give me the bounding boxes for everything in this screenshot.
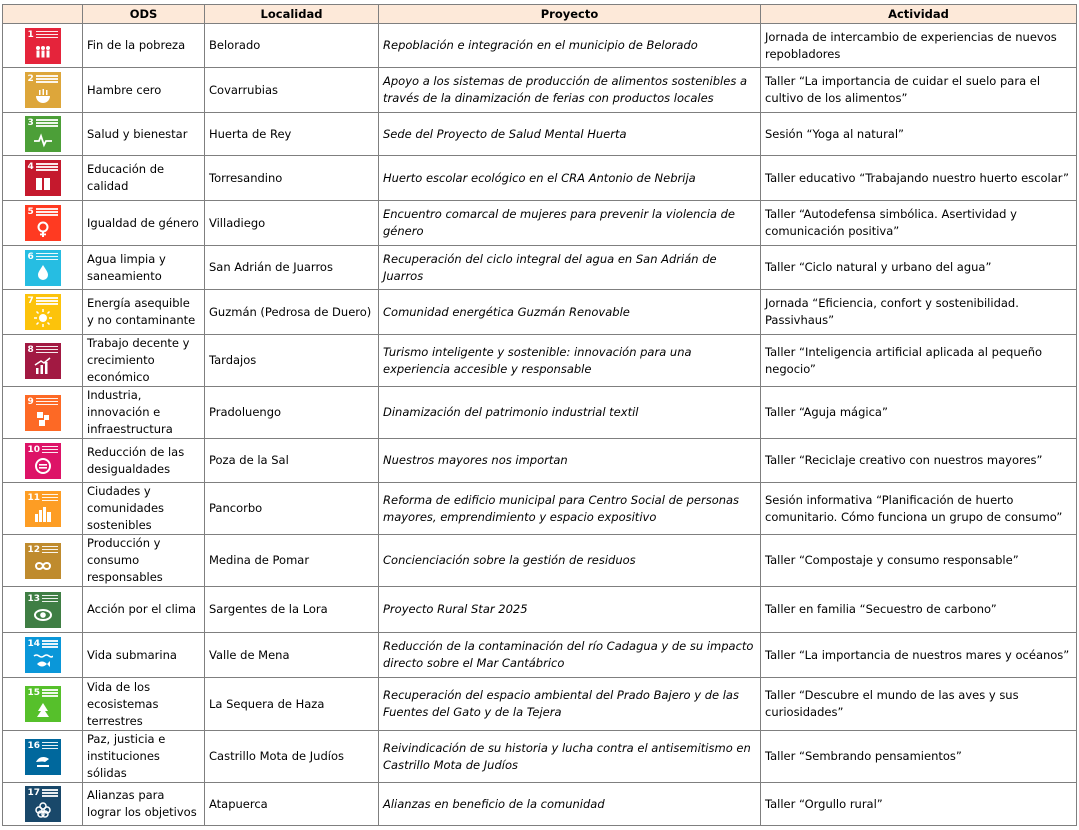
ods-name: Fin de la pobreza (83, 24, 205, 68)
ods-name: Energía asequible y no contaminante (83, 290, 205, 335)
sdg-8-decent-work-icon (25, 343, 61, 379)
actividad: Taller “Aguja mágica” (761, 387, 1077, 439)
sdg-16-peace-justice-icon (25, 739, 61, 775)
ods-name: Reducción de las desigualdades (83, 439, 205, 483)
localidad: Huerta de Rey (205, 113, 379, 156)
ods-name: Educación de calidad (83, 156, 205, 201)
proyecto: Reducción de la contaminación del río Cadagua y de su impacto directo sobre el Mar Cantábrico (379, 633, 761, 678)
ods-name: Trabajo decente y crecimiento económico (83, 335, 205, 387)
localidad: La Sequera de Haza (205, 678, 379, 731)
table-row (3, 246, 1077, 290)
ods-icon-cell (3, 731, 83, 783)
ods-icon-cell (3, 156, 83, 201)
localidad: Villadiego (205, 201, 379, 246)
table-row (3, 113, 1077, 156)
actividad: Taller “Sembrando pensamientos” (761, 731, 1077, 783)
table-row (3, 24, 1077, 68)
sdg-5-gender-equality-icon (25, 205, 61, 241)
sdg-number: 7 (27, 296, 34, 306)
sdg-pictogram (28, 699, 58, 720)
localidad: Guzmán (Pedrosa de Duero) (205, 290, 379, 335)
proyecto: Huerto escolar ecológico en el CRA Antonio de Nebrija (379, 156, 761, 201)
sdg-number: 11 (27, 492, 41, 503)
proyecto: Proyecto Rural Star 2025 (379, 587, 761, 633)
localidad: Atapuerca (205, 783, 379, 826)
ods-icon-cell (3, 633, 83, 678)
table-row (3, 156, 1077, 201)
sdg-pictogram (28, 173, 58, 194)
ods-name: Ciudades y comunidades sostenibles (83, 483, 205, 535)
sdg-12-responsible-consumption-icon (25, 543, 61, 579)
sdg-number: 12 (27, 544, 41, 555)
sdg-number: 17 (27, 788, 41, 798)
actividad: Taller “Reciclaje creativo con nuestros mayores” (761, 439, 1077, 483)
sdg-pictogram (28, 556, 58, 577)
ods-icon-cell (3, 783, 83, 826)
sdg-6-clean-water-icon (25, 250, 61, 286)
actividad: Sesión informativa “Planificación de huerto comunitario. Cómo funciona un grupo de consumo” (761, 483, 1077, 535)
sdg-number: 3 (27, 118, 34, 128)
ods-name: Vida submarina (83, 633, 205, 678)
sdg-number: 15 (27, 688, 41, 698)
actividad: Taller “La importancia de cuidar el suelo para el cultivo de los alimentos” (761, 68, 1077, 113)
sdg-pictogram (28, 799, 58, 820)
table-row (3, 335, 1077, 387)
ods-icon-cell (3, 535, 83, 587)
proyecto: Reivindicación de su historia y lucha contra el antisemitismo en Castrillo Mota de Judíos (379, 731, 761, 783)
ods-name: Paz, justicia e instituciones sólidas (83, 731, 205, 783)
proyecto: Nuestros mayores nos importan (379, 439, 761, 483)
proyecto: Encuentro comarcal de mujeres para prevenir la violencia de género (379, 201, 761, 246)
ods-icon-cell (3, 335, 83, 387)
ods-name: Industria, innovación e infraestructura (83, 387, 205, 439)
actividad: Jornada de intercambio de experiencias de nuevos repobladores (761, 24, 1077, 68)
actividad: Taller “La importancia de nuestros mares y océanos” (761, 633, 1077, 678)
sdg-number: 9 (27, 396, 34, 407)
sdg-number: 13 (27, 593, 41, 604)
ods-icon-cell (3, 678, 83, 731)
sdg-17-partnerships-icon (25, 786, 61, 822)
localidad: Pradoluengo (205, 387, 379, 439)
sdg-11-sustainable-cities-icon (25, 491, 61, 527)
ods-icon-cell (3, 387, 83, 439)
sdg-pictogram (28, 85, 58, 106)
actividad: Taller en familia “Secuestro de carbono” (761, 587, 1077, 633)
proyecto: Repoblación e integración en el municipio de Belorado (379, 24, 761, 68)
proyecto: Reforma de edificio municipal para Centro Social de personas mayores, emprendimiento y espacio expositivo (379, 483, 761, 535)
sdg-pictogram (28, 605, 58, 626)
sdg-pictogram (28, 356, 58, 377)
localidad: Castrillo Mota de Judíos (205, 731, 379, 783)
sdg-number: 6 (27, 251, 34, 262)
localidad: Tardajos (205, 335, 379, 387)
actividad: Taller “Orgullo rural” (761, 783, 1077, 826)
actividad: Taller educativo “Trabajando nuestro huerto escolar” (761, 156, 1077, 201)
sdg-pictogram (28, 408, 58, 429)
table-row (3, 68, 1077, 113)
sdg-7-clean-energy-icon (25, 294, 61, 330)
sdg-number: 2 (27, 74, 34, 84)
ods-icon-cell (3, 24, 83, 68)
table-row (3, 290, 1077, 335)
table-body (3, 24, 1077, 826)
ods-name: Producción y consumo responsables (83, 535, 205, 587)
actividad: Taller “Compostaje y consumo responsable” (761, 535, 1077, 587)
sdg-pictogram (28, 218, 58, 239)
localidad: Valle de Mena (205, 633, 379, 678)
localidad: Sargentes de la Lora (205, 587, 379, 633)
proyecto: Comunidad energética Guzmán Renovable (379, 290, 761, 335)
header-icon (3, 5, 83, 24)
header-proyecto: Proyecto (379, 5, 761, 24)
ods-icon-cell (3, 246, 83, 290)
sdg-3-good-health-icon (25, 116, 61, 152)
localidad: Poza de la Sal (205, 439, 379, 483)
actividad: Taller “Autodefensa simbólica. Asertividad y comunicación positiva” (761, 201, 1077, 246)
sdg-number: 10 (27, 444, 41, 455)
header-localidad: Localidad (205, 5, 379, 24)
localidad: Pancorbo (205, 483, 379, 535)
sdg-pictogram (28, 307, 58, 328)
proyecto: Dinamización del patrimonio industrial textil (379, 387, 761, 439)
ods-name: Igualdad de género (83, 201, 205, 246)
ods-name: Hambre cero (83, 68, 205, 113)
table-row (3, 633, 1077, 678)
ods-name: Vida de los ecosistemas terrestres (83, 678, 205, 731)
table-row (3, 483, 1077, 535)
actividad: Jornada “Eficiencia, confort y sostenibilidad. Passivhaus” (761, 290, 1077, 335)
sdg-pictogram (28, 41, 58, 62)
proyecto: Sede del Proyecto de Salud Mental Huerta (379, 113, 761, 156)
sdg-13-climate-action-icon (25, 592, 61, 628)
actividad: Taller “Descubre el mundo de las aves y sus curiosidades” (761, 678, 1077, 731)
proyecto: Recuperación del ciclo integral del agua en San Adrián de Juarros (379, 246, 761, 290)
proyecto: Concienciación sobre la gestión de residuos (379, 535, 761, 587)
proyecto: Apoyo a los sistemas de producción de alimentos sostenibles a través de la dinamización de ferias con productos locales (379, 68, 761, 113)
ods-icon-cell (3, 290, 83, 335)
header-row (3, 5, 1077, 24)
sdg-4-quality-education-icon (25, 160, 61, 196)
ods-name: Salud y bienestar (83, 113, 205, 156)
sdg-number: 8 (27, 344, 34, 355)
sdg-number: 5 (27, 207, 34, 217)
ods-name: Acción por el clima (83, 587, 205, 633)
sdg-pictogram (28, 504, 58, 525)
header-ods: ODS (83, 5, 205, 24)
sdg-number: 16 (27, 740, 41, 751)
table-row (3, 387, 1077, 439)
ods-icon-cell (3, 439, 83, 483)
ods-name: Agua limpia y saneamiento (83, 246, 205, 290)
table-row (3, 535, 1077, 587)
sdg-10-reduced-inequalities-icon (25, 443, 61, 479)
sdg-pictogram (28, 129, 58, 150)
ods-name: Alianzas para lograr los objetivos (83, 783, 205, 826)
localidad: Belorado (205, 24, 379, 68)
ods-icon-cell (3, 587, 83, 633)
table-row (3, 731, 1077, 783)
sdg-14-life-below-water-icon (25, 637, 61, 673)
sdg-pictogram (28, 456, 58, 477)
ods-table (2, 4, 1077, 826)
sdg-number: 1 (27, 29, 34, 40)
sdg-2-zero-hunger-icon (25, 72, 61, 108)
proyecto: Recuperación del espacio ambiental del Prado Bajero y de las Fuentes del Gato y de la Tejera (379, 678, 761, 731)
sdg-pictogram (28, 650, 58, 671)
ods-icon-cell (3, 68, 83, 113)
ods-icon-cell (3, 483, 83, 535)
localidad: San Adrián de Juarros (205, 246, 379, 290)
sdg-1-no-poverty-icon (25, 28, 61, 64)
sdg-pictogram (28, 263, 58, 284)
actividad: Taller “Inteligencia artificial aplicada al pequeño negocio” (761, 335, 1077, 387)
sdg-9-industry-icon (25, 395, 61, 431)
actividad: Sesión “Yoga al natural” (761, 113, 1077, 156)
sdg-number: 4 (27, 162, 34, 172)
table-row (3, 587, 1077, 633)
header-actividad: Actividad (761, 5, 1077, 24)
table-row (3, 678, 1077, 731)
localidad: Covarrubias (205, 68, 379, 113)
ods-icon-cell (3, 113, 83, 156)
table-row (3, 783, 1077, 826)
table-row (3, 439, 1077, 483)
sdg-number: 14 (27, 639, 41, 649)
sdg-pictogram (28, 752, 58, 773)
proyecto: Alianzas en beneficio de la comunidad (379, 783, 761, 826)
localidad: Medina de Pomar (205, 535, 379, 587)
localidad: Torresandino (205, 156, 379, 201)
actividad: Taller “Ciclo natural y urbano del agua” (761, 246, 1077, 290)
ods-icon-cell (3, 201, 83, 246)
sdg-15-life-on-land-icon (25, 686, 61, 722)
table-row (3, 201, 1077, 246)
proyecto: Turismo inteligente y sostenible: innovación para una experiencia accesible y responsable (379, 335, 761, 387)
